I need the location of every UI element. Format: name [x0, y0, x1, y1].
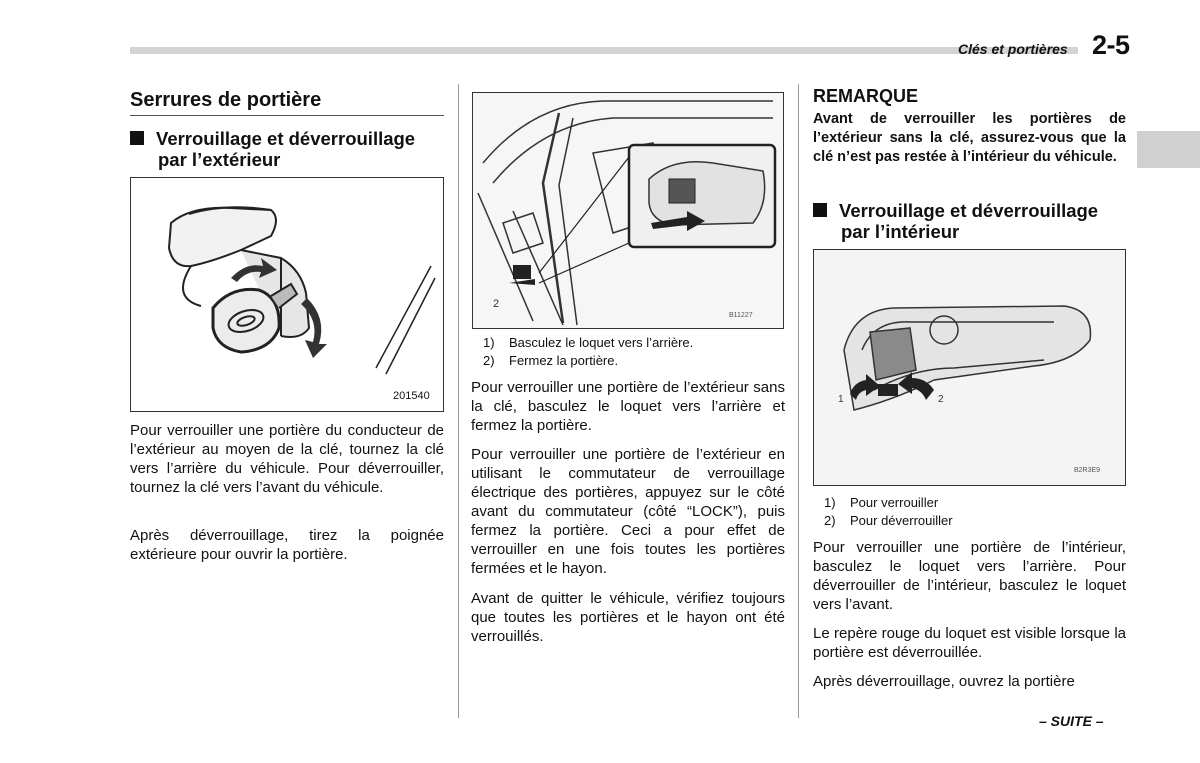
paragraph: Pour verrouiller une portière de l’extérieur sans la clé, basculez le loquet vers l’arrière et fermez la portière.: [471, 379, 785, 434]
caption-item: 2) Pour déverrouiller: [824, 513, 953, 528]
key-lock-figure: [130, 177, 444, 412]
section-heading: Serrures de portière: [130, 89, 322, 111]
inner-handle-illustration: [814, 250, 1125, 485]
continued-label: – SUITE –: [1039, 713, 1104, 729]
svg-text:B2R3E9: B2R3E9: [1074, 467, 1101, 474]
figure-captions: [824, 494, 1124, 530]
column-divider: [458, 84, 459, 718]
heading-underline: [130, 115, 444, 116]
paragraph: Pour verrouiller une portière de l’extérieur en utilisant le commutateur de verrouillage électrique des portières, appuyez sur le côté avant du commutateur (côté “LOCK”), puis fermez la portière. Ceci a pour effet de verrouiller en une fois toutes les portières fermées et le hayon.: [471, 446, 785, 577]
inner-handle-figure: [813, 249, 1126, 486]
page-number: 2-5: [1092, 30, 1130, 60]
figure-id: 201540: [393, 390, 430, 402]
paragraph: Après déverrouillage, ouvrez la portière: [813, 673, 1075, 690]
section-title: Clés et portières: [958, 41, 1068, 57]
subsection-heading: Verrouillage et déverrouillage par l’intérieur: [813, 200, 1133, 242]
caption-item: 1) Basculez le loquet vers l’arrière.: [483, 335, 694, 350]
paragraph: Le repère rouge du loquet est visible lorsque la portière est déverrouillée.: [813, 625, 1126, 661]
paragraph: Pour verrouiller une portière du conducteur de l’extérieur au moyen de la clé, tournez la clé vers l’arrière du véhicule. Pour déverrouiller, tournez la clé vers l’avant du véhicule.: [130, 422, 444, 496]
paragraph: Pour verrouiller une portière de l’intérieur, basculez le loquet vers l’arrière. Pour déverrouiller de l’intérieur, basculez le loquet vers l’avant.: [813, 539, 1126, 613]
caption-item: 1) Pour verrouiller: [824, 495, 939, 510]
chapter-tab: [1137, 131, 1200, 168]
header-rule: [130, 47, 1078, 54]
figure-captions: [483, 334, 783, 370]
key-in-door-lock-illustration: [131, 178, 443, 411]
door-latch-figure: [472, 92, 784, 329]
remark-title: REMARQUE: [813, 86, 919, 106]
svg-text:B11227: B11227: [729, 312, 753, 319]
paragraph: Avant de quitter le véhicule, vérifiez toujours que toutes les portières et le hayon ont été verrouillés.: [471, 590, 785, 645]
subsection-heading: Verrouillage et déverrouillage par l’extérieur: [130, 128, 450, 170]
svg-text:2: 2: [493, 298, 500, 310]
paragraph: Après déverrouillage, tirez la poignée extérieure pour ouvrir la portière.: [130, 527, 444, 563]
svg-text:2: 2: [938, 394, 944, 405]
caption-item: 2) Fermez la portière.: [483, 353, 619, 368]
svg-text:1: 1: [838, 394, 844, 405]
bullet-square-icon: [130, 131, 144, 145]
remark-text: Avant de verrouiller les portières de l’extérieur sans la clé, assurez-vous que la clé n’est pas restée à l’intérieur du véhicule.: [813, 111, 1126, 165]
bullet-square-icon: [813, 203, 827, 217]
column-divider: [798, 84, 799, 718]
door-latch-illustration: [473, 93, 783, 328]
